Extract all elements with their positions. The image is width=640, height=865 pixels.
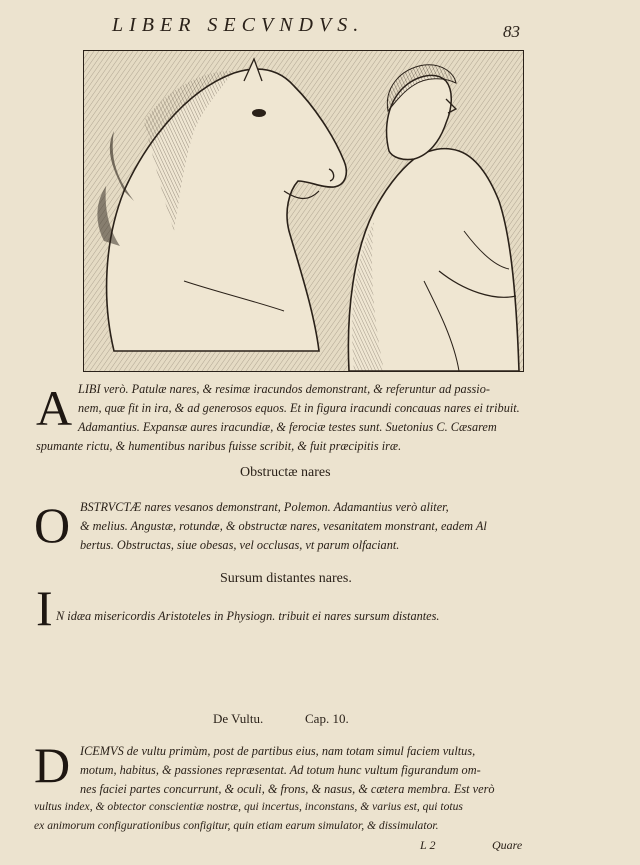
woodcut-illustration	[83, 50, 524, 372]
text-line: & melius. Angustæ, rotundæ, & obstructæ nares, vesanitatem monstrant, eadem Al	[80, 518, 487, 533]
paragraph-alibi	[78, 380, 520, 418]
heading-obstructae: Obstructæ nares	[240, 465, 331, 480]
paragraph-alibi-cont	[36, 418, 497, 456]
dropcap-a: A	[36, 380, 73, 436]
chapter-number: Cap. 10.	[305, 711, 349, 726]
running-title: LIBER SECVNDVS.	[112, 14, 365, 36]
folio-number: 83	[503, 22, 520, 41]
chapter-title: De Vultu.	[213, 711, 264, 726]
dropcap-d: D	[34, 737, 71, 793]
dropcap-i: I	[36, 580, 53, 636]
dropcap-o: O	[34, 497, 71, 553]
text-line: nes faciei partes concurrunt, & oculi, & frons, & nasus, & cætera membra. Est verò	[80, 781, 495, 796]
paragraph-vultu-cont	[34, 798, 463, 836]
text-line: Adamantius. Expansæ aures iracundiæ, & ferociæ testes sunt. Suetonius C. Cæsarem	[78, 420, 497, 434]
text-line: motum, habitus, & passiones repræsentat. Ad totum hunc vultum figurandum om-	[80, 762, 481, 777]
paragraph-vultu	[80, 742, 495, 798]
text-line: ICEMVS de vultu primùm, post de partibus eius, nam totam simul faciem vultus,	[80, 744, 476, 758]
signature-mark: L 2	[420, 838, 436, 852]
paragraph-obstructae	[80, 498, 487, 554]
text-line: nem, quæ fit in ira, & ad generosos equos. Et in figura iracundi concauas nares ei tribuit.	[78, 400, 520, 415]
catchword: Quare	[492, 838, 523, 852]
paragraph-sursum	[56, 607, 440, 626]
text-line: N idæa misericordis Aristoteles in Physiogn. tribuit ei nares sursum distantes.	[56, 609, 440, 623]
heading-sursum: Sursum distantes nares.	[220, 571, 352, 586]
text-line: bertus. Obstructas, siue obesas, vel occlusas, vt parum olfaciant.	[80, 537, 400, 552]
text-line: LIBI verò. Patulæ nares, & resimæ iracundos demonstrant, & referuntur ad passio-	[78, 382, 490, 396]
text-line: vultus index, & obtector conscientiæ nostræ, qui incertus, inconstans, & varius est, qui totus	[34, 800, 463, 813]
text-line: spumante rictu, & humentibus naribus fuisse scribit, & fuit præcipitis iræ.	[36, 438, 402, 453]
text-line: BSTRVCTÆ nares vesanos demonstrant, Polemon. Adamantius verò aliter,	[80, 500, 449, 514]
text-line: ex animorum configurationibus configitur, quin etiam earum simulator, & dissimulator.	[34, 818, 439, 832]
